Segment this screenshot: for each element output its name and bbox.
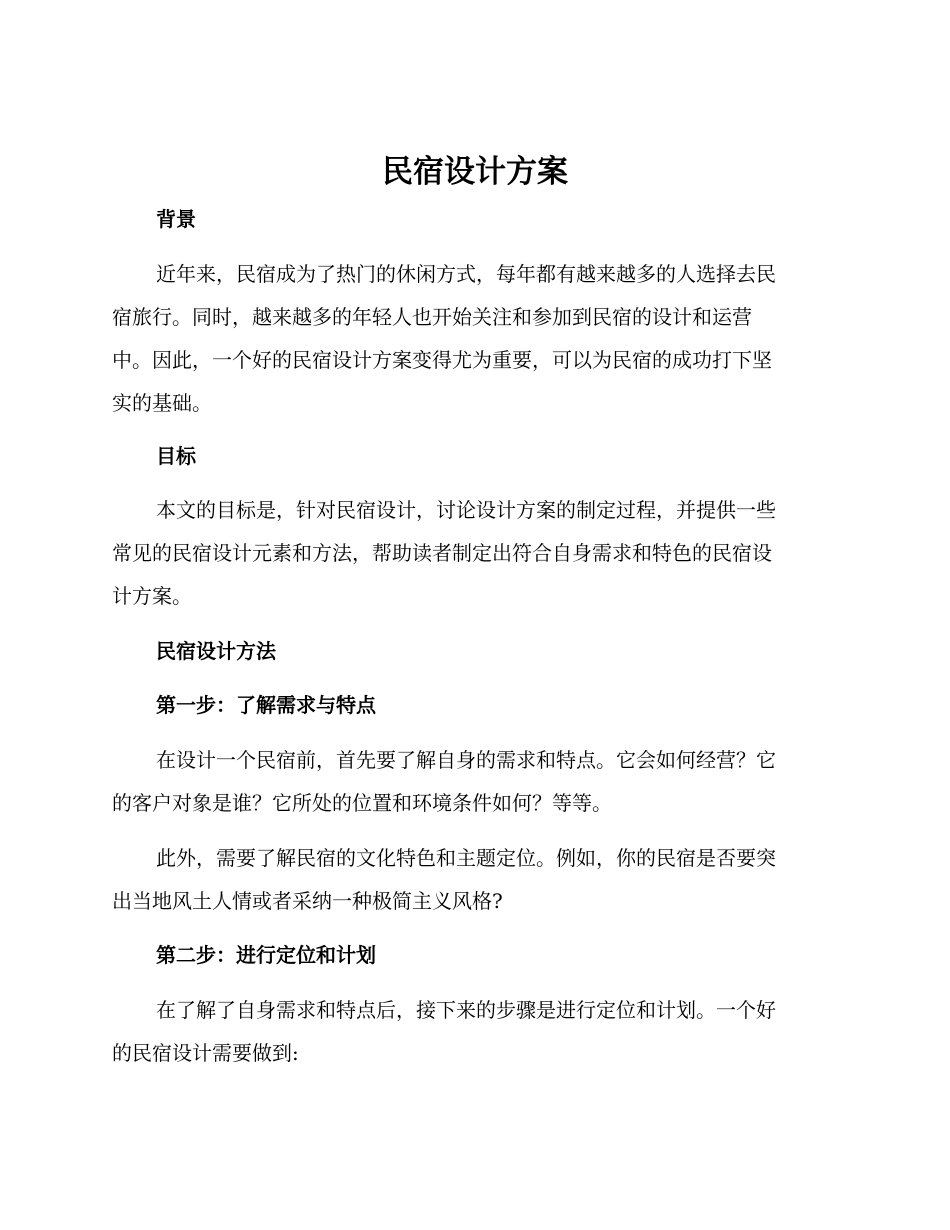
paragraph-step1-needs [112, 739, 836, 825]
section-heading-step2: 第二步：进行定位和计划 [156, 943, 376, 967]
section-heading-goal: 目标 [156, 444, 196, 468]
paragraph-line: 本文的目标是，针对民宿设计，讨论设计方案的制定过程，并提供一些 [156, 498, 776, 522]
paragraph-line: 的客户对象是谁？它所处的位置和环境条件如何？等等。 [112, 791, 612, 815]
paragraph-line: 出当地风土人情或者采纳一种极简主义风格? [112, 889, 503, 913]
paragraph-line: 常见的民宿设计元素和方法，帮助读者制定出符合自身需求和特色的民宿设 [112, 541, 772, 565]
document-title: 民宿设计方案 [382, 154, 568, 190]
paragraph-background [112, 253, 836, 425]
paragraph-line: 宿旅行。同时，越来越多的年轻人也开始关注和参加到民宿的设计和运营 [112, 305, 752, 329]
section-heading-background: 背景 [156, 207, 196, 231]
paragraph-line: 此外，需要了解民宿的文化特色和主题定位。例如，你的民宿是否要突 [156, 846, 776, 870]
paragraph-line: 计方案。 [112, 584, 192, 608]
paragraph-step2-plan [112, 989, 836, 1075]
paragraph-line: 在设计一个民宿前，首先要了解自身的需求和特点。它会如何经营？它 [156, 748, 776, 772]
section-heading-method: 民宿设计方法 [156, 639, 276, 663]
paragraph-goal [112, 489, 836, 618]
paragraph-line: 的民宿设计需要做到: [112, 1041, 299, 1065]
section-heading-step1: 第一步：了解需求与特点 [156, 693, 376, 717]
paragraph-step1-culture [112, 837, 836, 923]
paragraph-line: 近年来，民宿成为了热门的休闲方式，每年都有越来越多的人选择去民 [156, 262, 776, 286]
paragraph-line: 实的基础。 [112, 391, 212, 415]
paragraph-line: 在了解了自身需求和特点后，接下来的步骤是进行定位和计划。一个好 [156, 998, 776, 1022]
paragraph-line: 中。因此，一个好的民宿设计方案变得尤为重要，可以为民宿的成功打下坚 [112, 348, 772, 372]
